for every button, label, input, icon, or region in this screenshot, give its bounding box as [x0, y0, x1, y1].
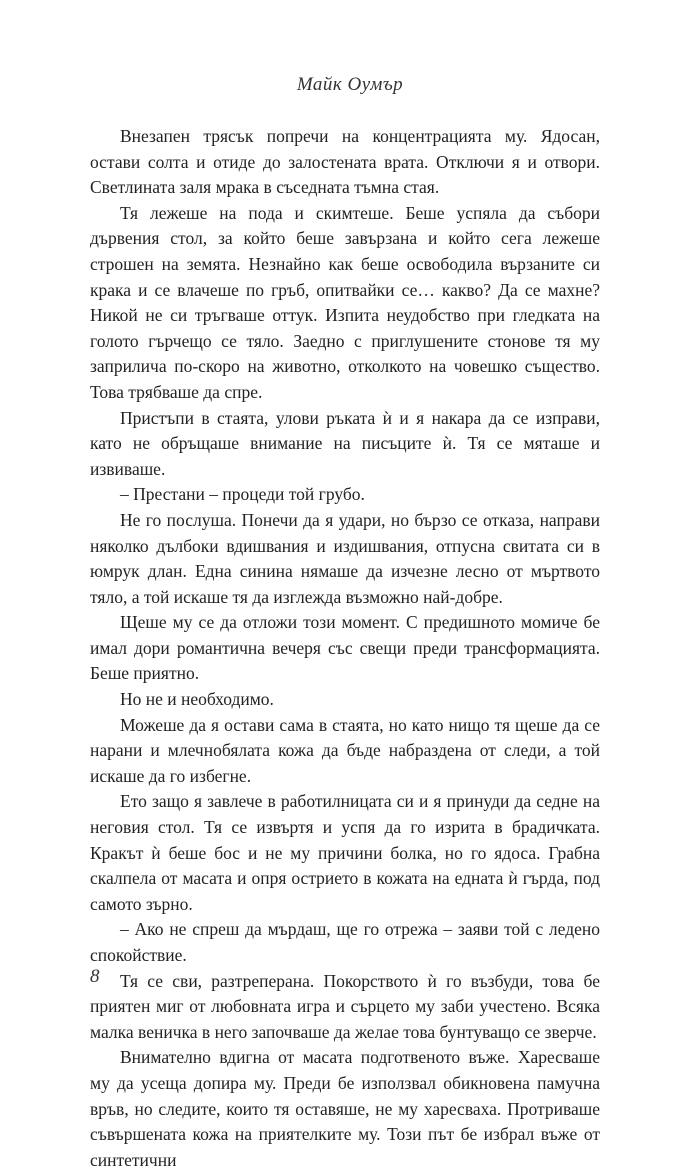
paragraph: Но не и необходимо.	[120, 689, 274, 710]
paragraph: Тя се сви, разтреперана. Покорството ѝ го възбуди, това бе приятен миг от любовната игра и сърцето му заби учестено. Всяка малка вeничка в него започваше да желае това бунтуващо се зверче.	[90, 970, 600, 1042]
paragraph: Пристъпи в стаята, улови ръката ѝ и я накара да се изправи, като не обръщаше внимание на писъците ѝ. Тя се мяташе и извиваше.	[90, 407, 600, 479]
paragraph: Тя лежеше на пода и скимтеше. Беше успяла да събори дървения стол, за който беше завързана и който сега лежеше строшен на земята. Незнайно как беше освободила вързаните си крака и се влачеше по гръб, опитвайки се… какво? Да се махне? Никой не си тръгваше оттук. Изпита неудобство при гледката на голото гърчещо се тяло. Заедно с приглушените стонове тя му заприлича по-скоро на животно, отколкото на човешко същество. Това трябваше да спре.	[90, 202, 600, 402]
paragraph: Внезапен трясък попречи на концентрацията му. Ядосан, остави солта и отиде до залостената врата. Отключи я и отвори. Светлината заля мрака в съседната тъмна стая.	[90, 126, 600, 198]
body-text	[90, 124, 600, 1173]
paragraph: Можеше да я остави сама в стаята, но като нищо тя щеше да се нарани и млечнобялата кожа да бъде набраздена от следи, а той искаше да го избегне.	[90, 714, 600, 786]
paragraph: – Ако не спреш да мърдаш, ще го отрежа – заяви той с ледено спокойствие.	[90, 919, 600, 965]
paragraph: Не го послуша. Понечи да я удари, но бързо се отказа, направи няколко дълбоки вдишвания и издишвания, отпусна свитата си в юмрук длан. Една синина нямаше да изчезне лесно от мъртвото тяло, а той искаше тя да изглежда възможно най-добре.	[90, 509, 600, 607]
paragraph: – Престани – процеди той грубо.	[120, 484, 365, 505]
page-number: 8	[90, 966, 100, 987]
running-header: Майк Оумър	[296, 74, 404, 95]
paragraph: Ето защо я завлече в работилницата си и я принуди да седне на негoвия стол. Тя се извъртя и успя да го изрита в брадичката. Кракът ѝ беше бос и не му причини болка, но го ядоса. Грабна скалпела от масата и опря острието в кожата на едната ѝ гърда, под самото зърно.	[90, 791, 600, 914]
paragraph: Щеше му се да отложи този момент. С предишното момиче бе имал дори романтична вечеря със свещи преди трансформацията. Беше приятно.	[90, 612, 600, 684]
paragraph: Внимателно вдигна от масата подготвеното въже. Харесваше му да усеща допира му. Преди бе използвал обикновена памучна връв, но следите, които тя оставяше, не му харесваха. Протриваше съвършената кожа на приятелките му. Този път бе избрал въже от синтетични	[90, 1047, 600, 1170]
